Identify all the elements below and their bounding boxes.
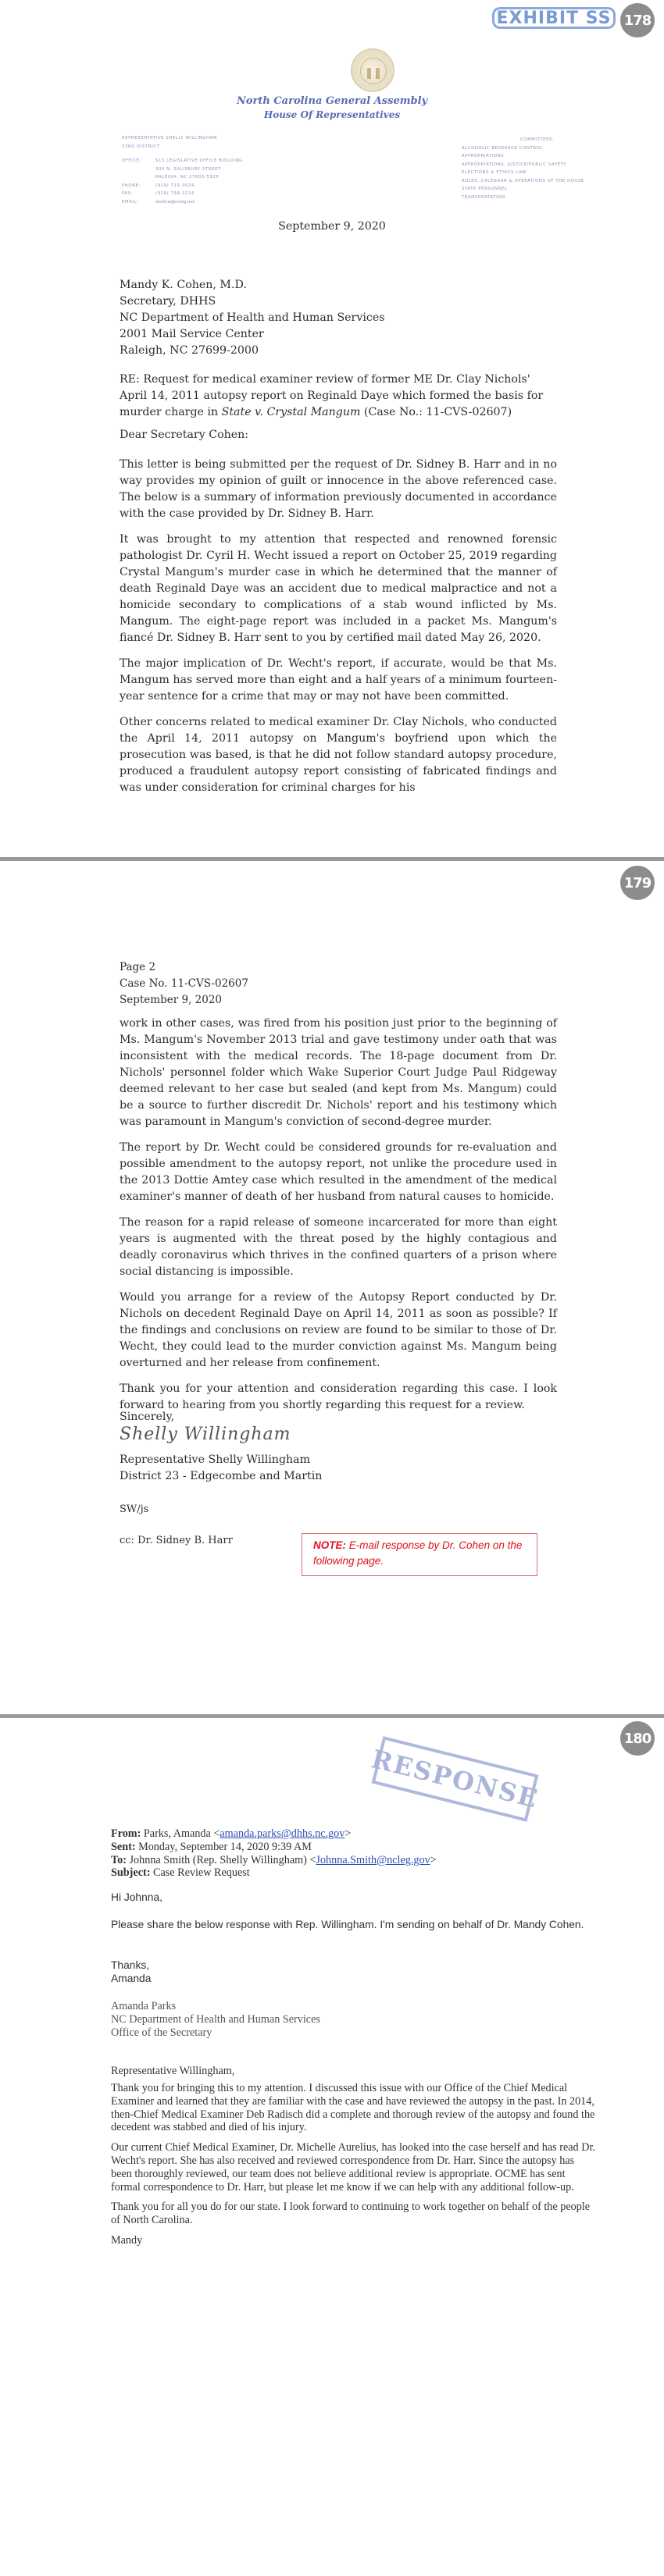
response-paragraph: Our current Chief Medical Examiner, Dr. Michelle Aurelius, has looked into the case herself and has read Dr. Wecht's report. She has also received and reviewed correspondence from Dr. Harr. Since the autopsy has been thoroughly reviewed, our team does not believe additional review is appropriate. OCME has sent formal correspondence to Dr. Harr, but please let me know if we can help with any additional follow-up. (111, 2141, 595, 2194)
cc-line: cc: Dr. Sidney B. Harr (120, 1535, 233, 1546)
re-line (120, 372, 557, 421)
to-close: > (430, 1853, 437, 1866)
response-paragraph: Thank you for bringing this to my attention. I discussed this issue with our Office of the Chief Medical Examiner and learned that they are familiar with the case and have reviewed the autopsy in the past. In 2014, then-Chief Medical Examiner Deb Radisch did a complete and thorough review of the autopsy and found the decedent was stabbed and died of his injury. (111, 2082, 595, 2134)
salutation: Dear Secretary Cohen: (120, 429, 249, 441)
email-greeting: Hi Johnna, (111, 1891, 162, 1903)
email-intro: Please share the below response with Rep. Willingham. I'm sending on behalf of Dr. Mandy Cohen. (111, 1919, 584, 1930)
exhibit-tag: EXHIBIT SS (492, 7, 616, 29)
note-box (302, 1533, 537, 1576)
recipient-address (120, 277, 385, 359)
phone-label: PHONE: (122, 183, 141, 188)
signer-title: Representative Shelly Willingham (120, 1453, 311, 1466)
seal-figure-right (376, 68, 380, 79)
letter-body-page1 (120, 457, 557, 796)
signature: Shelly Willingham (120, 1425, 291, 1444)
page2-label: Page 2 (120, 961, 156, 973)
re-case-number: (Case No.: 11-CVS-02607) (360, 406, 512, 418)
recipient-line: Raleigh, NC 27699-2000 (120, 344, 259, 357)
committee-item: TRANSPORTATION (462, 194, 505, 200)
email-signature (111, 2000, 595, 2039)
committee-item: APPROPRIATIONS, JUSTICE/PUBLIC SAFETY (462, 162, 567, 167)
subject-value: Case Review Request (153, 1866, 250, 1880)
page-number-badge: 178 (620, 3, 655, 37)
letterhead-title-line2: House Of Representatives (263, 109, 401, 120)
office-label: OFFICE: (122, 158, 141, 163)
letter-body-page2 (120, 1016, 557, 1414)
email-to-row (111, 1854, 611, 1867)
recipient-line: 2001 Mail Service Center (120, 328, 264, 340)
from-label: From: (111, 1827, 141, 1840)
paragraph: It was brought to my attention that respected and renowned forensic pathologist Dr. Cyril H. Wecht issued a report on October 25, 2019 regarding Crystal Mangum's murder case in which he determined that the manner of death Reginald Daye was an accident due to medical malpractice and not a homicide secondary to complications of a stab wound inflicted by Ms. Mangum. The eight-page report was included in a packet Ms. Mangum's fiancé Dr. Sidney B. Harr sent to you by certified mail dated May 26, 2020. (120, 533, 557, 644)
sig-line: NC Department of Health and Human Services (111, 2012, 320, 2026)
committee-item: STATE PERSONNEL (462, 187, 508, 191)
recipient-line: NC Department of Health and Human Services (120, 311, 385, 324)
sig-line: Amanda Parks (111, 2000, 177, 2012)
email-from-row (111, 1827, 611, 1841)
email-header (111, 1827, 611, 1880)
response-stamp: RESPONSE (372, 1736, 539, 1822)
page-number-badge: 180 (620, 1721, 655, 1756)
sent-value: Monday, September 14, 2020 9:39 AM (138, 1840, 312, 1853)
page2-header (120, 959, 248, 1009)
email-value[interactable]: shellyw@ncleg.net (155, 199, 195, 205)
recipient-line: Mandy K. Cohen, M.D. (120, 279, 247, 291)
office-line-3: RALEIGH, NC 27603-5925 (155, 175, 220, 180)
page-178 (0, 0, 664, 855)
letter-date: September 9, 2020 (278, 220, 386, 233)
email-sent-row (111, 1841, 611, 1854)
note-text: E-mail response by Dr. Cohen on the following page. (313, 1539, 523, 1567)
committee-item: ELECTIONS & ETHICS LAW (462, 170, 527, 175)
seal-ring (360, 58, 387, 84)
paragraph: The report by Dr. Wecht could be considered grounds for re-evaluation and possible amendment to the autopsy report, not unlike the procedure used in the 2013 Dottie Amtey case which resulted in the amendment of the medical examiner's manner of death of her husband from natural causes to homicide. (120, 1141, 557, 1203)
sig-line: Office of the Secretary (111, 2026, 212, 2039)
re-text: RE: Request for medical examiner review of former ME Dr. Clay Nichols' April 14, 2011 autopsy report on Reginald Daye which formed the basis for murder charge in (120, 373, 544, 418)
office-line-2: 300 N. SALISBURY STREET (155, 166, 221, 172)
signer-district: District 23 - Edgecombe and Martin (120, 1470, 323, 1482)
from-email-link[interactable]: amanda.parks@dhhs.nc.gov (220, 1827, 345, 1840)
fax-value: (919) 754-3224 (155, 191, 195, 196)
email-thanks (111, 1959, 611, 1986)
rep-district: 23RD DISTRICT (122, 144, 160, 149)
committee-item: APPROPRIATIONS (462, 154, 505, 158)
phone-value: (919) 715-3024 (155, 183, 195, 188)
sent-label: Sent: (111, 1840, 136, 1853)
subject-label: Subject: (111, 1866, 151, 1880)
signer-block (120, 1452, 322, 1485)
initials: SW/js (120, 1503, 149, 1515)
paragraph: The major implication of Dr. Wecht's report, if accurate, would be that Ms. Mangum has served more than eight and a half years of a minimum fourteen-year sentence for a crime that may or may not have been committed. (120, 657, 557, 703)
paragraph: Would you arrange for a review of the Autopsy Report conducted by Dr. Nichols on decedent Reginald Daye on April 14, 2011 as soon as possible? If the findings and conclusions on review are found to be similar to those of Dr. Wecht, they could lead to the murder conviction against Ms. Mangum being overturned and her release from confinement. (120, 1291, 557, 1369)
letterhead-contact (122, 134, 243, 206)
to-label: To: (111, 1853, 127, 1866)
page-number-badge: 179 (620, 866, 655, 900)
state-seal-icon (351, 48, 394, 92)
email-subject-row (111, 1866, 611, 1880)
to-email-link[interactable]: Johnna.Smith@ncleg.gov (316, 1853, 430, 1866)
page2-date: September 9, 2020 (120, 994, 222, 1006)
paragraph: Other concerns related to medical examiner Dr. Clay Nichols, who conducted the April 14, 2011 autopsy on Mangum's boyfriend upon which the prosecution was based, is that he did not follow standard autopsy procedure, produced a fraudulent autopsy report consisting of fabricated findings and was under consideration for criminal charges for his (120, 716, 557, 794)
page-179 (0, 861, 664, 1712)
committee-item: RULES, CALENDAR & OPERATIONS OF THE HOUSE (462, 178, 584, 183)
thanks-name: Amanda (111, 1972, 152, 1984)
note-label: NOTE: (313, 1539, 346, 1551)
from-name: Parks, Amanda < (143, 1827, 220, 1840)
recipient-line: Secretary, DHHS (120, 295, 216, 308)
fax-label: FAX: (122, 191, 133, 196)
rep-name: REPRESENTATIVE SHELLY WILLINGHAM (122, 136, 217, 141)
committee-item: ALCOHOLIC BEVERAGE CONTROL (462, 145, 544, 151)
paragraph: This letter is being submitted per the request of Dr. Sidney B. Harr and in no way provides my opinion of guilt or innocence in the above referenced case. The below is a summary of information previously documented in accordance with the case provided by Dr. Sidney B. Harr. (120, 458, 557, 520)
to-name: Johnna Smith (Rep. Shelly Willingham) < (129, 1853, 316, 1866)
response-salutation: Representative Willingham, (111, 2065, 235, 2077)
closing: Sincerely, (120, 1411, 175, 1423)
seal-figure-left (367, 68, 371, 79)
letterhead-committees (462, 136, 584, 201)
response-signoff: Mandy (111, 2233, 143, 2247)
committees-heading: COMMITTEES: (520, 137, 555, 142)
paragraph: work in other cases, was fired from his position just prior to the beginning of Ms. Mangum's November 2013 trial and gave testimony under oath that was inconsistent with the medical records. The 18-page document from Dr. Nichols' personnel folder which Wake Superior Court Judge Paul Ridgeway deemed relevant to her case but sealed (and kept from Ms. Mangum) could be a source to further discredit Dr. Nichols' report and his testimony which was paramount in Mangum's conviction of second-degree murder. (120, 1017, 557, 1128)
from-close: > (344, 1827, 352, 1840)
response-body (111, 2082, 595, 2254)
response-paragraph: Thank you for all you do for our state. I look forward to continuing to work together on behalf of the people of North Carolina. (111, 2201, 591, 2227)
paragraph: The reason for a rapid release of someone incarcerated for more than eight years is augmented with the threat posed by the highly contagious and deadly coronavirus which thrives in the confined quarters of a prison where social distancing is impossible. (120, 1216, 557, 1278)
office-line-1: 513 LEGISLATIVE OFFICE BUILDING (155, 158, 243, 163)
letterhead-title-line1: North Carolina General Assembly (236, 95, 428, 107)
re-case-name: State v. Crystal Mangum (221, 406, 361, 418)
thanks-line: Thanks, (111, 1959, 150, 1971)
page2-case-number: Case No. 11-CVS-02607 (120, 977, 248, 990)
paragraph: Thank you for your attention and consideration regarding this case. I look forward to hearing from you shortly regarding this request for a review. (120, 1382, 557, 1411)
email-label: EMAIL: (122, 199, 139, 205)
